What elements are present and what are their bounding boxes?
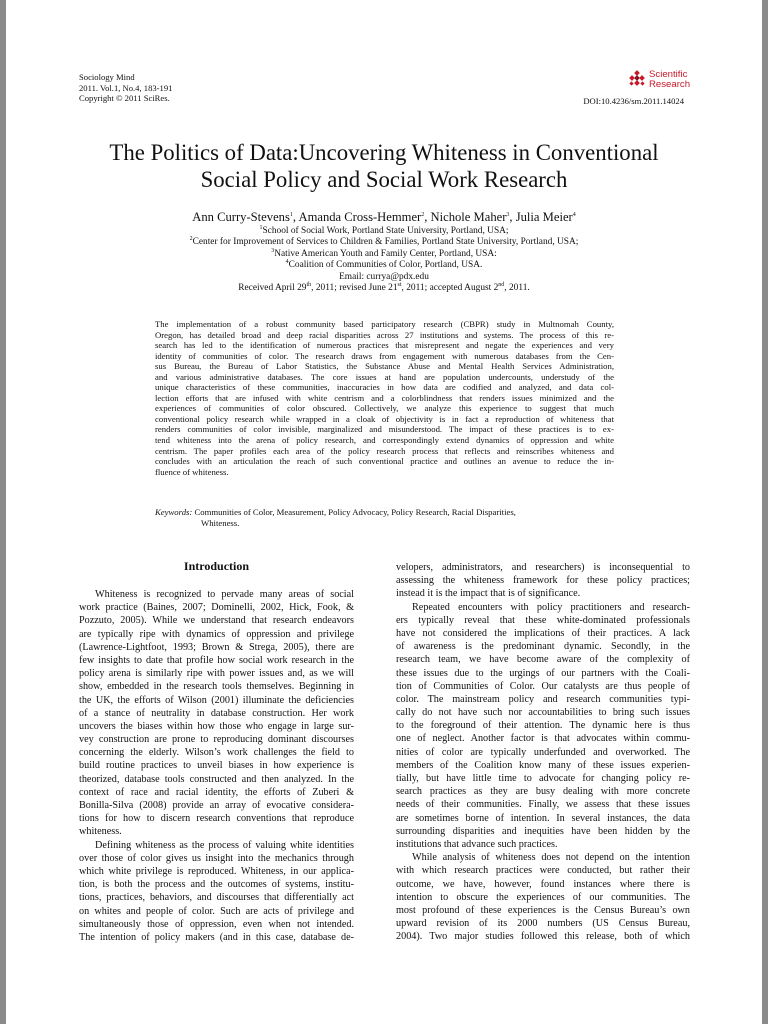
logo-line-2: Research [649, 79, 691, 91]
abstract-line: The implementation of a robust community based participatory research (CBPR) study in Multnomah County, [155, 319, 614, 329]
body-line: search practices as they are busy dealing with more concrete [396, 786, 690, 798]
body-line: (Lawrence-Lightfoot, 1993; Brown & Strega, 2005), there are [79, 641, 354, 653]
body-line: members of the Coalition know many of these issues experien- [396, 759, 690, 771]
body-line: context of race and racial identity, the efforts of Zuberi & [79, 786, 354, 798]
keywords-label: Keywords: [155, 507, 193, 517]
abstract-line: identity of communities of color. The research draws from engagement with numerous databases from the Cen- [155, 350, 614, 361]
affiliations [66, 226, 702, 294]
logo-line-1: Scientific [649, 69, 688, 80]
affiliation-sup: 4 [285, 259, 289, 266]
abstract [155, 319, 614, 477]
author: Nichole Maher [430, 210, 507, 224]
keywords-line-1: Communities of Color, Measurement, Policy Advocacy, Policy Research, Racial Disparities, [194, 507, 516, 517]
affiliation-sup: 3 [271, 247, 275, 254]
body-line: one of neglect. Another factor is that advocates within commu- [396, 733, 690, 745]
abstract-line: unique characteristics of these communities, inaccuracies in how data are codified and analyzed, and data col- [155, 382, 614, 393]
body-line: tions, practices, behaviors, and discourses that differentially act [79, 892, 354, 904]
body-line: Pozzuto, 2005). While we understand that research endeavors [79, 615, 354, 627]
received-part: Received April 29 [238, 283, 307, 294]
body-line: color. The mainstream policy and research communities typi- [396, 693, 690, 705]
body-line: Whiteness is recognized to pervade many areas of social [95, 589, 354, 600]
body-line: While analysis of whiteness does not depend on the intention [412, 852, 690, 864]
left-column [79, 558, 354, 944]
body-line: Repeated encounters with policy practitioners and research- [412, 601, 690, 613]
affiliation-text: Center for Improvement of Services to Children & Families, Portland State University, Portland, USA; [192, 237, 579, 248]
affiliation-text: School of Social Work, Portland State University, Portland, USA; [262, 226, 509, 236]
body-line: surrounding disparities and inequities have been hidden by the [396, 825, 690, 837]
body-line: Defining whiteness as the process of valuing white identities [95, 839, 354, 851]
body-line: with which research practices were conducted, but rather their [396, 865, 690, 877]
body-line: nities of color are typically underfunded and overworked. The [396, 746, 690, 758]
section-heading: Introduction [183, 559, 250, 573]
body-line: outcome, we have, however, found instances where there is [396, 878, 690, 890]
received-part: , 2011; accepted August 2 [401, 283, 499, 294]
body-line: few insights to date that profile how social work research in the [79, 654, 354, 666]
body-line: cally do not have such nor accountabilities to bring such issues [396, 707, 690, 719]
body-line: show, embedded in the research tools themselves. Beginning in [79, 681, 354, 693]
body-line: are sometimes borne of intention. In several instances, the data [396, 812, 690, 824]
received-dates [66, 283, 702, 294]
paper-page [6, 0, 762, 1024]
body-line: upward revision of its 2000 numbers (US Census Bureau, [396, 918, 690, 930]
body-line: work practice (Baines, 2007; Dominelli, 2002, Hick, Fook, & [79, 602, 354, 614]
body-line: needs of their communities. Finally, we assess that these issues [396, 799, 690, 811]
body-line: policy arena is similarly ripe with power issues and, as we will [79, 668, 354, 680]
logo-icon [627, 70, 647, 90]
author: Julia Meier [515, 210, 573, 224]
body-line: velopers, administrators, and researchers) is inconsequential to [396, 562, 690, 573]
affiliation-sup: 2 [189, 236, 193, 243]
author: Ann Curry-Stevens [192, 210, 290, 224]
affiliation [66, 260, 702, 271]
abstract-line: renders communities of color invisible, marginalized and misunderstood. The impact of these practices is to ex- [155, 424, 614, 435]
body-line: institutions that advance such practices. [396, 838, 558, 850]
body-line: vey construction are prone to reproducing dominant discourses [79, 734, 354, 746]
journal-copyright: Copyright © 2011 SciRes. [79, 93, 170, 104]
body-line: uncovers the biases within how those who engage in large sur- [79, 720, 354, 732]
abstract-line: sus Bureau, the Bureau of Labor Statistics, the Substance Abuse and Mental Health Services Administration, [155, 361, 614, 372]
body-line: tions for how to discern research conventions that reproduce [79, 813, 354, 825]
author: Amanda Cross-Hemmer [298, 210, 422, 224]
received-part: , 2011. [504, 283, 530, 294]
body-line: have not considered the implications of their practices. A lack [396, 627, 690, 639]
title-line-1: The Politics of Data:Uncovering Whiteness in Conventional [109, 140, 659, 165]
abstract-line: search has led to the identification of numerous practices that misrepresent and negate the experiences and very [155, 340, 614, 351]
author-sup: 4 [572, 211, 576, 218]
affiliation [66, 237, 702, 248]
body-line: 2004). Two major studies followed this release, both of which [396, 931, 690, 943]
abstract-line: tend whiteness into the arena of policy research, and correspondingly extend dynamics of oppression and white [155, 435, 614, 446]
author-sup: 2 [421, 211, 425, 218]
body-line: which white privilege is reproduced. Whiteness, in our applica- [79, 865, 354, 877]
affiliation-text: Native American Youth and Family Center, Portland, USA: [274, 248, 497, 259]
abstract-line: conventional policy research while wrapped in a cloak of objectivity is in fact a reproduction of whiteness that [155, 413, 614, 424]
body-line: concerning the elderly. Wilson’s work challenges the field to [79, 747, 354, 759]
body-line: assessing the whiteness framework for these policy practices; [396, 575, 690, 587]
received-sup: nd [498, 281, 505, 288]
paper-title [66, 140, 702, 193]
body-line: The intention of policy makers (and in this case, database de- [79, 931, 354, 943]
affiliation [66, 226, 702, 237]
title-line-2: Social Policy and Social Work Research [200, 166, 568, 192]
body-line: the UK, the efforts of Wilson (2001) illuminate the deficiencies [79, 694, 354, 706]
body-line: ers typically reveal that these white-dominated professionals [396, 614, 690, 626]
body-line: of awareness is the predominant dynamic. Secondly, in the [396, 641, 690, 653]
body-line: research team, we have become aware of the complexity of [396, 654, 690, 666]
abstract-line: centrism. The paper profiles each area of the policy research process that reflects and reinscribes whiteness and [155, 445, 614, 456]
doi: DOI:10.4236/sm.2011.14024 [583, 96, 684, 106]
affiliation-text: Coalition of Communities of Color, Portland, USA. [288, 260, 483, 271]
body-line: build routine practices to unveil biases in how experience is [79, 760, 354, 772]
body-line: tion, is both the process and the outcomes of systems, institu- [79, 879, 354, 891]
body-line: instead it is the impact that is of significance. [396, 588, 581, 600]
abstract-line: experiences of communities of color obscured. Collectively, we analyze this experience to suggest that much [155, 403, 614, 414]
body-line: intention to obscure the experiences of our communities. The [396, 891, 690, 903]
author-sup: 3 [506, 211, 510, 218]
body-line: most profound of these experiences is the Census Bureau’s own [396, 904, 690, 916]
body-line: on whites and people of color. Such are acts of privilege and [79, 905, 354, 917]
body-line: these issues due to the urgings of our partners with the Coali- [396, 667, 690, 679]
body-line: tion of Communities of Color. Our catalysts are thus people of [396, 680, 690, 692]
received-sup: st [397, 281, 402, 288]
body-line: over those of color gives us insight into the mechanics through [79, 852, 354, 864]
abstract-line: and various administrative databases. The core issues at hand are population undercounts, understudy of the [155, 371, 614, 382]
author-list: Ann Curry-Stevens$^1$, Amanda Cross-Hemmer$^2$, Nichole Maher$^3$, Julia Meier$^4$ [192, 210, 576, 224]
abstract-line: lection efforts that are infused with white centrism and a colorblindness that renders issues minimized and the [155, 392, 614, 403]
body-line: of a stance of neutrality in database construction. Her work [79, 707, 354, 719]
body-line: Bonilla-Silva (2008) provide an array of evocative considera- [79, 800, 354, 811]
body-line: to the foreground of their attention. The dynamic here is thus [396, 720, 690, 732]
journal-name: Sociology Mind [79, 72, 135, 82]
journal-volume: 2011. Vol.1, No.4, 183-191 [79, 82, 173, 93]
body-line: whiteness. [79, 826, 122, 838]
keywords [155, 507, 614, 529]
keywords-line-2: Whiteness. [201, 518, 240, 528]
journal-header [79, 72, 172, 104]
abstract-line: fluence of whiteness. [155, 466, 229, 477]
received-part: , 2011; revised June 21 [311, 283, 398, 294]
author-sup: 1 [289, 211, 293, 218]
email: Email: currya@pdx.edu [339, 271, 429, 282]
abstract-line: concludes with an articulation the reach of such conventional practice and outlines an avenue to reduce the in- [155, 456, 614, 467]
abstract-line: Oregon, has detailed broad and deep racial disparities across 27 institutions and systems. The process of this re- [155, 329, 614, 340]
scientific-research-logo [627, 70, 693, 92]
body-line: tially, but have little time to advocate for changing policy re- [396, 773, 690, 784]
logo-text [649, 70, 690, 91]
received-sup: th [306, 281, 312, 288]
body-line: are typically ripe with dynamics of oppression and privilege [79, 628, 354, 640]
body-line: simultaneously those of oppression, even when not intended. [79, 918, 354, 930]
body-line: theorized, database tools constructed and then analyzed. In the [79, 773, 354, 785]
affiliation-sup: 1 [259, 224, 263, 231]
affiliation [66, 249, 702, 260]
right-column [396, 561, 690, 943]
